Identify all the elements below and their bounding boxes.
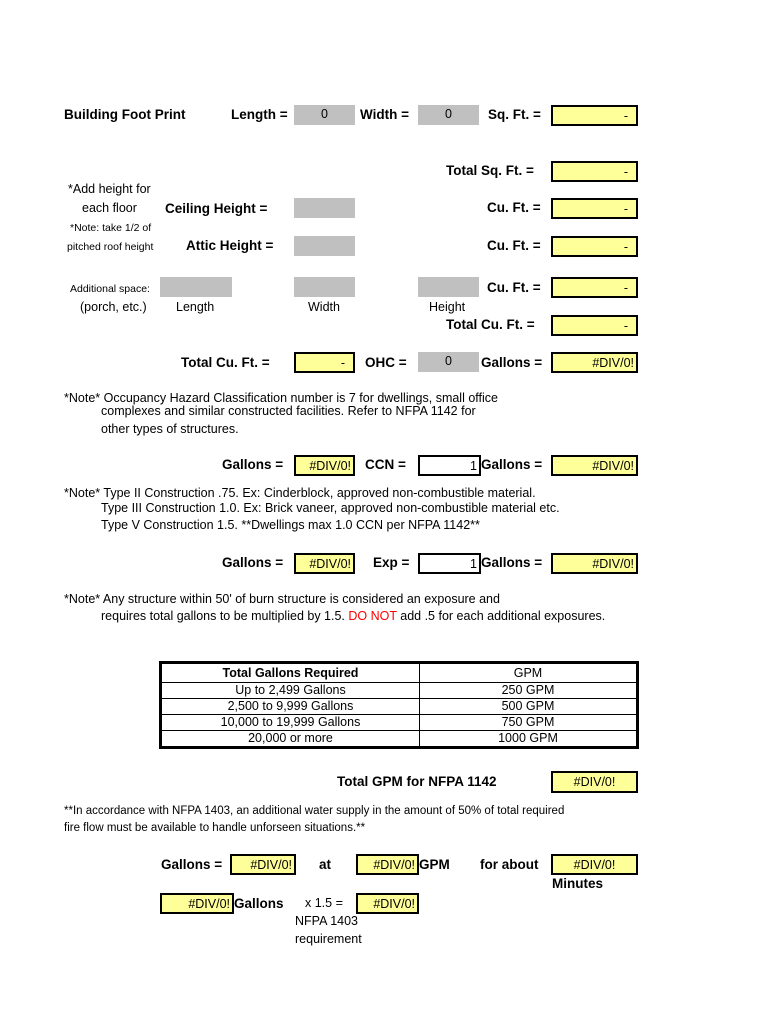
exp-result-value: #DIV/0! xyxy=(551,553,638,574)
exp-gallons-label: Gallons = xyxy=(222,555,284,570)
width-label: Width = xyxy=(360,107,409,122)
gpm-cell-gpm: 250 GPM xyxy=(420,683,638,699)
table-row xyxy=(161,683,638,699)
ohc-total-cuft-value: - xyxy=(294,352,355,373)
total-gpm-label: Total GPM for NFPA 1142 xyxy=(337,774,497,789)
ceiling-height-input[interactable] xyxy=(294,198,355,218)
gpm-cell-gallons: 2,500 to 9,999 Gallons xyxy=(161,699,420,715)
note-1403-line-1: **In accordance with NFPA 1403, an additional water supply in the amount of 50% of total required xyxy=(64,805,565,817)
ccn-gallons-value: #DIV/0! xyxy=(294,455,355,476)
gpm-cell-gallons: 20,000 or more xyxy=(161,731,420,748)
ohc-label: OHC = xyxy=(365,355,407,370)
note-exp-text-b: add .5 for each additional exposures. xyxy=(400,609,606,623)
gpm-table xyxy=(159,661,639,749)
table-row xyxy=(161,731,638,748)
ceiling-cuft-label: Cu. Ft. = xyxy=(487,200,541,215)
attic-note-1: *Note: take 1/2 of xyxy=(70,222,152,234)
attic-note-2: pitched roof height xyxy=(67,241,154,253)
ceiling-cuft-value: - xyxy=(551,198,638,219)
final-minutes-label: Minutes xyxy=(552,876,604,891)
total-gpm-value: #DIV/0! xyxy=(551,771,638,793)
table-row xyxy=(161,699,638,715)
gpm-header-gpm: GPM xyxy=(420,663,638,683)
note-exp-text-a: requires total gallons to be multiplied by 1.5. xyxy=(101,609,345,623)
length-input[interactable]: 0 xyxy=(294,105,355,125)
additional-width-label: Width xyxy=(308,300,340,314)
req-note-2: requirement xyxy=(295,932,362,946)
table-row xyxy=(161,715,638,731)
attic-height-label: Attic Height = xyxy=(186,238,274,253)
final-minutes-value: #DIV/0! xyxy=(551,854,638,875)
attic-cuft-label: Cu. Ft. = xyxy=(487,238,541,253)
final-for-about-label: for about xyxy=(480,857,539,872)
gpm-table-header xyxy=(161,663,638,683)
ohc-gallons-value: #DIV/0! xyxy=(551,352,638,373)
total-cuft-label: Total Cu. Ft. = xyxy=(446,317,535,332)
note-exp-line-1: *Note* Any structure within 50' of burn structure is considered an exposure and xyxy=(64,592,500,606)
note-ohc-line-2: complexes and similar constructed facilities. Refer to NFPA 1142 for xyxy=(101,404,476,418)
exp-gallons-value: #DIV/0! xyxy=(294,553,355,574)
attic-height-input[interactable] xyxy=(294,236,355,256)
additional-width-input[interactable] xyxy=(294,277,355,297)
sqft-label: Sq. Ft. = xyxy=(488,107,541,122)
additional-height-input[interactable] xyxy=(418,277,479,297)
req-gallons-value: #DIV/0! xyxy=(160,893,234,914)
final-at-label: at xyxy=(319,857,332,872)
total-cuft-value: - xyxy=(551,315,638,336)
exp-result-label: Gallons = xyxy=(481,555,543,570)
req-note-1: NFPA 1403 xyxy=(295,914,359,928)
additional-note-2: (porch, etc.) xyxy=(80,300,147,314)
ohc-total-cuft-label: Total Cu. Ft. = xyxy=(181,355,270,370)
final-gpm-value: #DIV/0! xyxy=(356,854,419,875)
gpm-cell-gallons: Up to 2,499 Gallons xyxy=(161,683,420,699)
length-label: Length = xyxy=(231,107,288,122)
additional-height-label: Height xyxy=(429,300,466,314)
footprint-label: Building Foot Print xyxy=(64,107,186,122)
ceiling-note-1: *Add height for xyxy=(68,182,151,196)
ccn-result-value: #DIV/0! xyxy=(551,455,638,476)
ccn-result-label: Gallons = xyxy=(481,457,543,472)
req-mult-label: x 1.5 = xyxy=(305,896,343,910)
note-ccn-line-3: Type V Construction 1.5. **Dwellings max 1.0 CCN per NFPA 1142** xyxy=(101,518,480,532)
note-ohc-line-3: other types of structures. xyxy=(101,422,239,436)
additional-cuft-value: - xyxy=(551,277,638,298)
final-gpm-label: GPM xyxy=(419,857,450,872)
ccn-gallons-label: Gallons = xyxy=(222,457,284,472)
additional-cuft-label: Cu. Ft. = xyxy=(487,280,541,295)
additional-length-label: Length xyxy=(176,300,215,314)
width-input[interactable]: 0 xyxy=(418,105,479,125)
req-gallons-label: Gallons xyxy=(234,896,284,911)
additional-note-1: Additional space: xyxy=(70,283,150,295)
exp-input[interactable]: 1 xyxy=(418,553,481,574)
ohc-input[interactable]: 0 xyxy=(418,352,479,372)
note-ohc-line-1: *Note* Occupancy Hazard Classification number is 7 for dwellings, small office xyxy=(64,391,498,405)
total-sqft-label: Total Sq. Ft. = xyxy=(446,163,534,178)
note-exp-do-not: DO NOT xyxy=(348,609,397,623)
ohc-gallons-label: Gallons = xyxy=(481,355,543,370)
gpm-header-gallons: Total Gallons Required xyxy=(161,663,420,683)
note-ccn-line-2: Type III Construction 1.0. Ex: Brick vaneer, approved non-combustible material etc. xyxy=(101,501,560,515)
gpm-cell-gpm: 500 GPM xyxy=(420,699,638,715)
note-1403-line-2: fire flow must be available to handle unforseen situations.** xyxy=(64,822,366,834)
final-gallons-label: Gallons = xyxy=(161,857,223,872)
total-sqft-value: - xyxy=(551,161,638,182)
sqft-value: - xyxy=(551,105,638,126)
gpm-cell-gallons: 10,000 to 19,999 Gallons xyxy=(161,715,420,731)
ccn-input[interactable]: 1 xyxy=(418,455,481,476)
exp-label: Exp = xyxy=(373,555,410,570)
note-ccn-line-1: *Note* Type II Construction .75. Ex: Cinderblock, approved non-combustible material. xyxy=(64,486,536,500)
ccn-label: CCN = xyxy=(365,457,406,472)
gpm-cell-gpm: 750 GPM xyxy=(420,715,638,731)
note-exp-line-2 xyxy=(101,609,605,623)
attic-cuft-value: - xyxy=(551,236,638,257)
ceiling-note-2: each floor xyxy=(82,201,137,215)
final-gallons-value: #DIV/0! xyxy=(230,854,296,875)
gpm-cell-gpm: 1000 GPM xyxy=(420,731,638,748)
ceiling-height-label: Ceiling Height = xyxy=(165,201,268,216)
additional-length-input[interactable] xyxy=(160,277,232,297)
req-result-value: #DIV/0! xyxy=(356,893,419,914)
